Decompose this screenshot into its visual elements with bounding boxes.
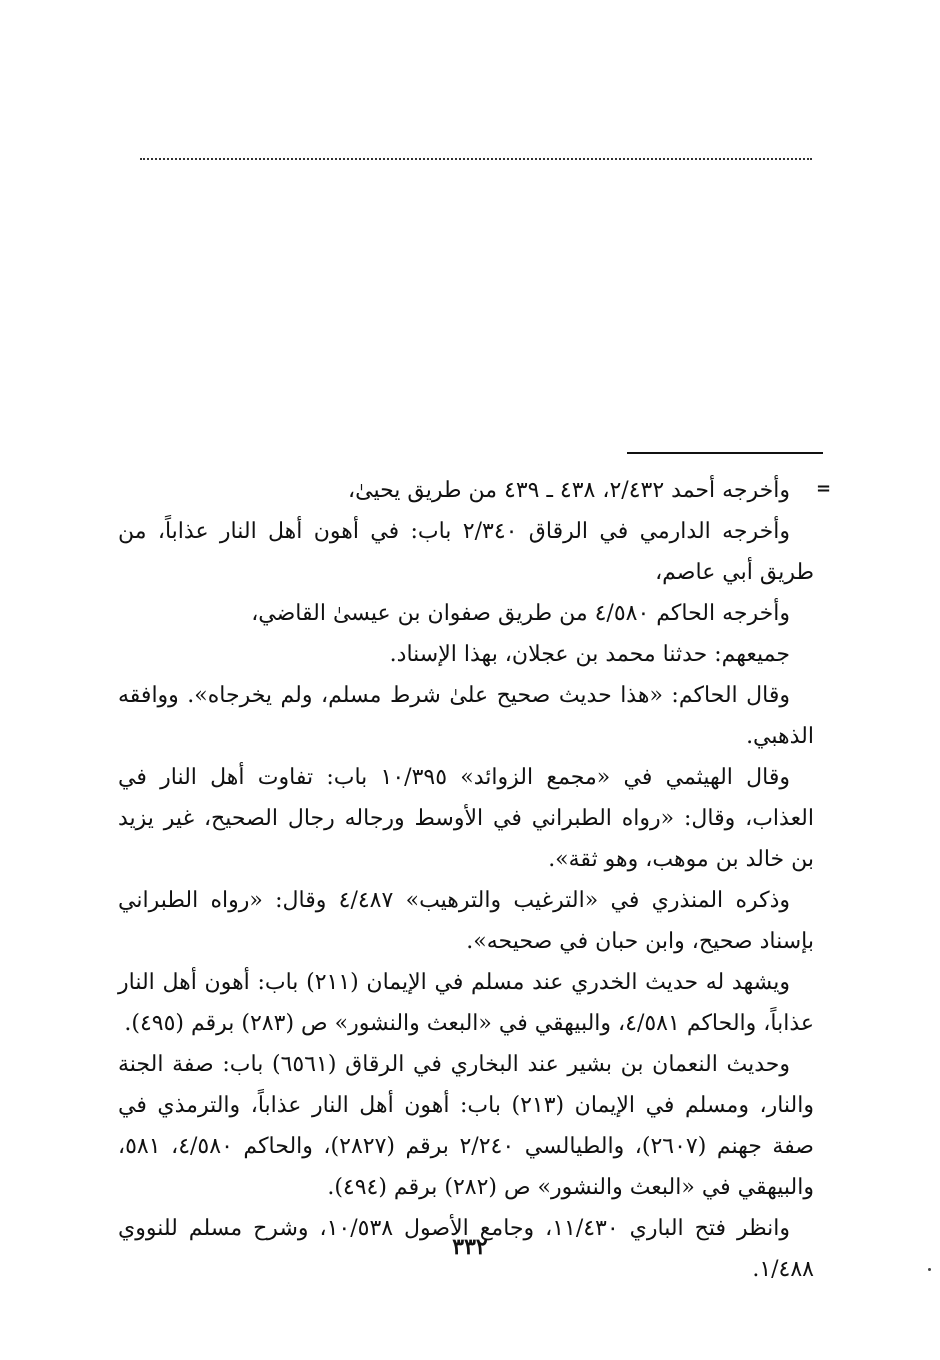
footnote-paragraph: وأخرجه الدارمي في الرقاق ٢/٣٤٠ باب: في أهون أهل النار عذاباً، من طريق أبي عاصم، — [118, 519, 814, 585]
footnote-paragraph: جميعهم: حدثنا محمد بن عجلان، بهذا الإسناد. — [389, 642, 790, 667]
footnote-paragraph: وذكره المنذري في «الترغيب والترهيب» ٤/٤٨٧ وقال: «رواه الطبراني بإسناد صحيح، وابن حبان في صحيحه». — [118, 888, 814, 954]
footnote-paragraph: ويشهد له حديث الخدري عند مسلم في الإيمان (٢١١) باب: أهون أهل النار عذاباً، والحاكم ٤/٥٨١، والبيهقي في «البعث والنشور» ص (٢٨٣) برقم (٤٩٥). — [118, 970, 814, 1036]
page-number: ٣٣٢ — [452, 1234, 488, 1260]
scan-speck — [928, 1268, 931, 1271]
footnote-paragraph: وانظر فتح الباري ١١/٤٣٠، وجامع الأصول ١٠/٥٣٨، وشرح مسلم للنووي ١/٤٨٨. — [118, 1216, 814, 1282]
footnote-separator — [627, 452, 823, 454]
footnote-paragraph: وأخرجه أحمد ٢/٤٣٢، ٤٣٨ ـ ٤٣٩ من طريق يحيىٰ، — [348, 478, 790, 503]
footnote-paragraph: وحديث النعمان بن بشير عند البخاري في الرقاق (٦٥٦١) باب: صفة الجنة والنار، ومسلم في الإيمان (٢١٣) باب: أهون أهل النار عذاباً، والترمذي في صفة جهنم (٢٦٠٧)، والطيالسي ٢/٢٤٠ برقم (٢٨٢٧)، والحاكم ٤/٥٨٠، ٥٨١، والبيهقي في «البعث والنشور» ص (٢٨٢) برقم (٤٩٤). — [118, 1052, 814, 1200]
footnote-paragraph: وقال الحاكم: «هذا حديث صحيح علىٰ شرط مسلم، ولم يخرجاه». ووافقه الذهبي. — [118, 683, 814, 749]
continuation-mark: = — [816, 478, 832, 499]
footnote-paragraph: وقال الهيثمي في «مجمع الزوائد» ١٠/٣٩٥ باب: تفاوت أهل النار في العذاب، وقال: «رواه الطبراني في الأوسط ورجاله رجال الصحيح، غير يزيد بن خالد بن موهب، وهو ثقة». — [118, 765, 814, 872]
footnote-paragraph: وأخرجه الحاكم ٤/٥٨٠ من طريق صفوان بن عيسىٰ القاضي، — [251, 601, 790, 626]
dotted-separator — [140, 158, 812, 160]
footnotes-block — [118, 470, 814, 1290]
